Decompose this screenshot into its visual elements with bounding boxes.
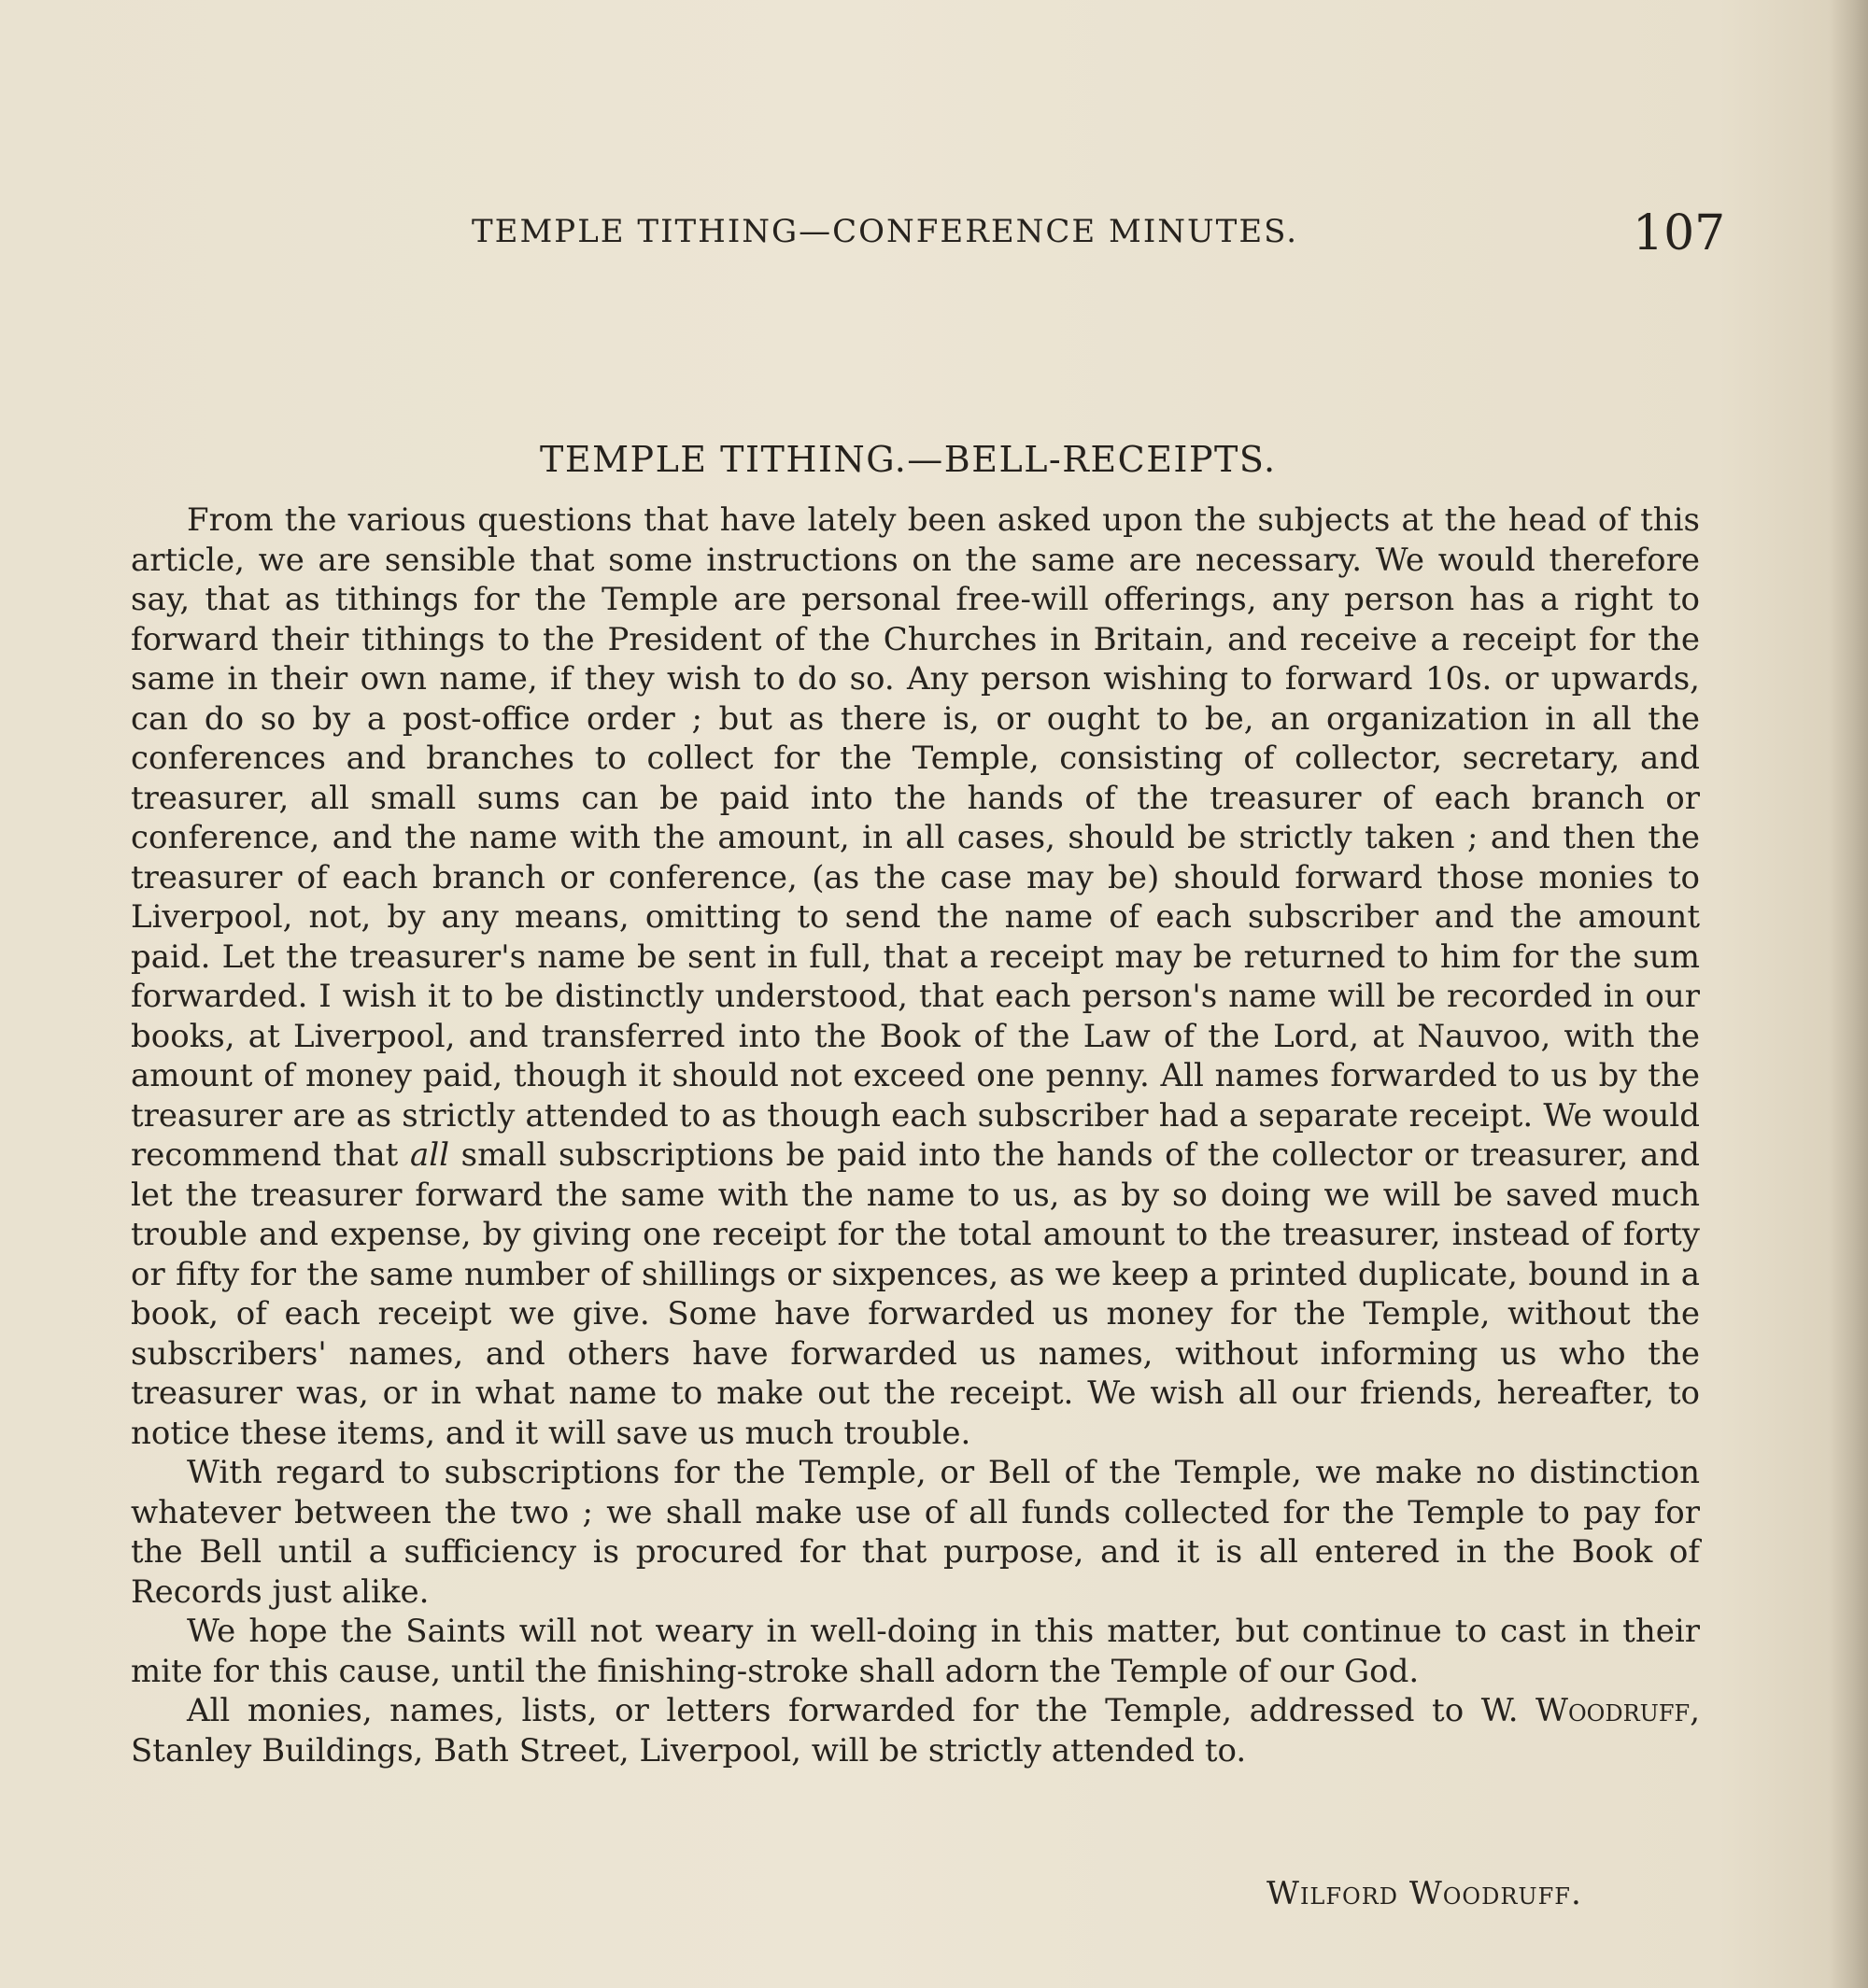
- paragraph-2: With regard to subscriptions for the Temple, or Bell of the Temple, we make no distinction whatever between the two ; we shall make use of all funds collected for the Temple to pay for the Bell until a sufficiency is procured for that purpose, and it is all entered in the Book of Records just alike.: [131, 1454, 1700, 1611]
- paragraph-4-text-a: All monies, names, lists, or letters forwarded for the Temple, addressed to W.: [187, 1692, 1536, 1729]
- running-head: TEMPLE TITHING—CONFERENCE MINUTES.: [472, 213, 1299, 250]
- paragraph-4: [131, 1691, 1700, 1770]
- paragraph-1-italic-word: all: [409, 1136, 449, 1174]
- page-number: 107: [1633, 205, 1726, 261]
- signature: Wilford Woodruff.: [1267, 1875, 1582, 1912]
- paragraph-4-small-caps-name: Woodruff: [1535, 1692, 1691, 1729]
- paragraph-1-text-a: From the various questions that have lately been asked upon the subjects at the head of this article, we are sensible that some instructions on the same are necessary. We would therefore say, that as tithings for the Temple are personal free-will offerings, any person has a right to forward their tithings to the President of the Churches in Britain, and receive a receipt for the same in their own name, if they wish to do so. Any person wishing to forward 10s. or upwards, can do so by a post-office order ; but as there is, or ought to be, an organization in all the conferences and branches to collect for the Temple, consisting of collector, secretary, and treasurer, all small sums can be paid into the hands of the treasurer of each branch or conference, and the name with the amount, in all cases, should be strictly taken ; and then the treasurer of each branch or conference, (as the case may be) should forward those monies to Liverpool, not, by any means, omitting to send the name of each subscriber and the amount paid. Let the treasurer's name be sent in full, that a receipt may be returned to him for the sum forwarded. I wish it to be distinctly understood, that each person's name will be recorded in our books, at Liverpool, and transferred into the Book of the Law of the Lord, at Nauvoo, with the amount of money paid, though it should not exceed one penny. All names forwarded to us by the treasurer are as strictly attended to as though each subscriber had a separate receipt. We would recommend that: [131, 501, 1700, 1174]
- paragraph-3: We hope the Saints will not weary in well-doing in this matter, but continue to cast in their mite for this cause, until the finishing-stroke shall adorn the Temple of our God.: [131, 1613, 1700, 1690]
- article-title: TEMPLE TITHING.—BELL-RECEIPTS.: [540, 439, 1277, 480]
- paragraph-1: [131, 501, 1700, 1453]
- article-body: [131, 501, 1700, 1770]
- paragraph-4-text-b: , Stanley Buildings, Bath Street, Liverpool, will be strictly attended to.: [131, 1692, 1700, 1769]
- page-edge-shadow: [1829, 0, 1868, 1988]
- paragraph-1-text-b: small subscriptions be paid into the hands of the collector or treasurer, and let the treasurer forward the same with the name to us, as by so doing we will be saved much trouble and expense, by giving one receipt for the total amount to the treasurer, instead of forty or fifty for the same number of shillings or sixpences, as we keep a printed duplicate, bound in a book, of each receipt we give. Some have forwarded us money for the Temple, without the subscribers' names, and others have forwarded us names, without informing us who the treasurer was, or in what name to make out the receipt. We wish all our friends, hereafter, to notice these items, and it will save us much trouble.: [131, 1136, 1700, 1452]
